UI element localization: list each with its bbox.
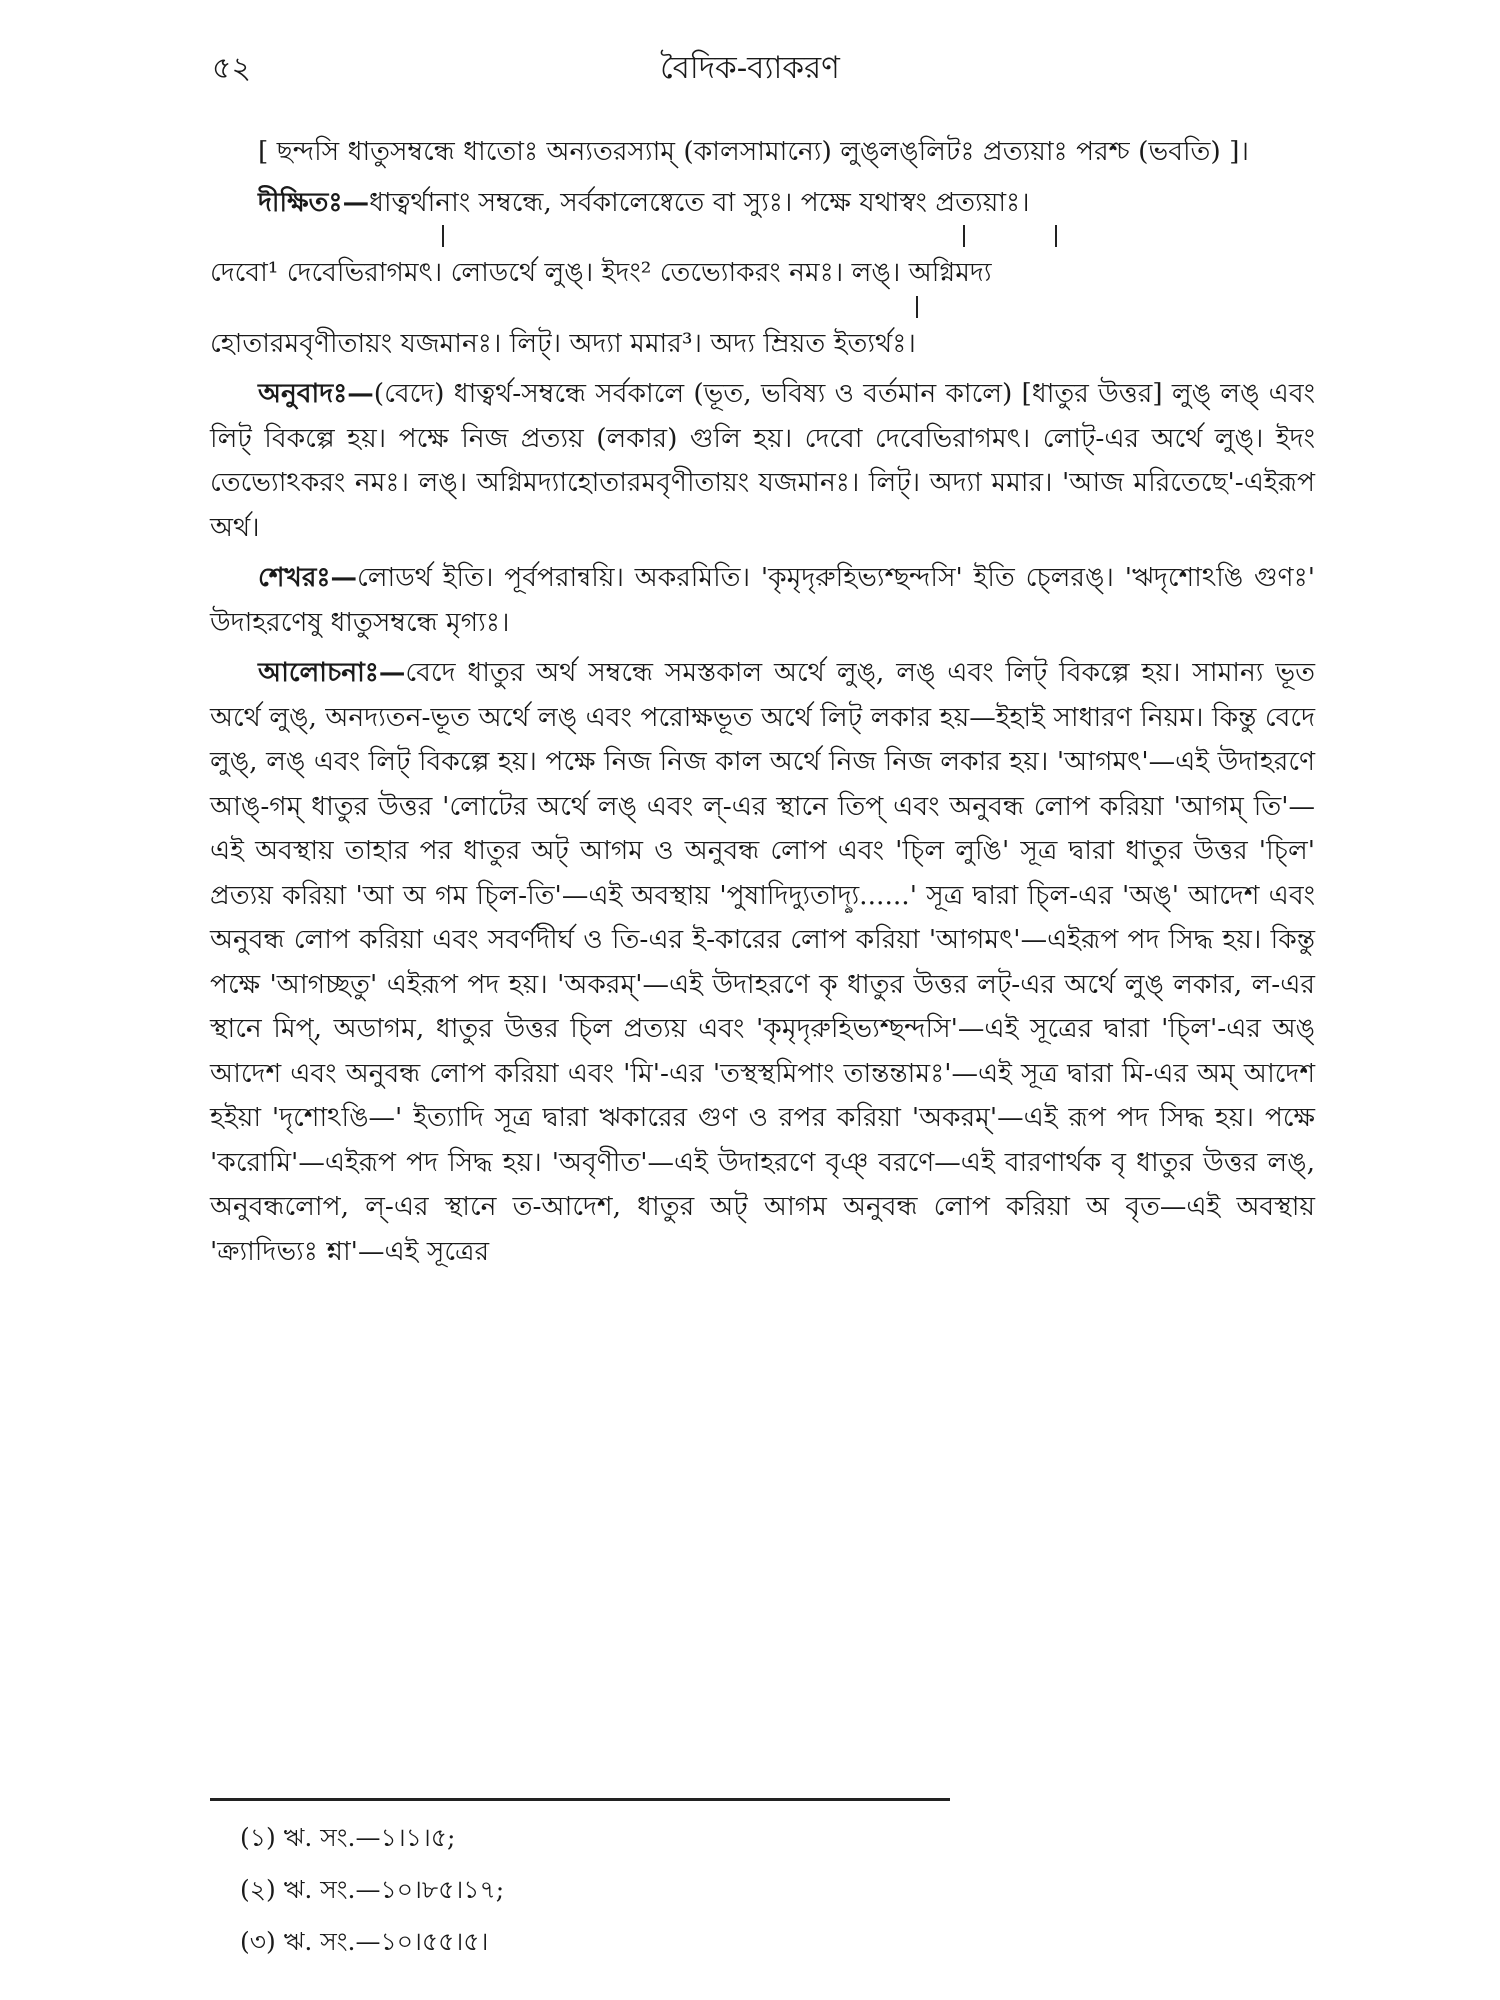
dikshita-section [210,181,1315,367]
alochana-paragraph [210,651,1315,1274]
anuvada-text: (বেদে) ধাত্বর্থ-সম্বন্ধে সর্বকালে (ভূত, ভবিষ্য ও বর্তমান কালে) [ধাতুর উত্তর] লুঙ্ লঙ্ এবং লিট্ বিকল্পে হয়। পক্ষে নিজ প্রত্যয় (লকার) গুলি হয়। দেবো দেবেভিরাগমৎ। লোট্-এর অর্থে লুঙ্। ইদং তেভ্যোঽকরং নমঃ। লঙ্। অগ্নিমদ্যাহোতারমবৃণীতায়ং যজমানঃ। লিট্। অদ্যা মমার। 'আজ মরিতেছে'-এইরূপ অর্থ। [210,378,1315,543]
dikshita-text-1: ধাত্বর্থানাং সম্বন্ধে, সর্বকালেষ্বেতে বা স্যুঃ। পক্ষে যথাস্বং প্রত্যয়াঃ। [369,186,1030,218]
anuvada-paragraph [210,372,1315,550]
anuvada-label: অনুবাদঃ— [258,378,374,409]
alochana-text: বেদে ধাতুর অর্থ সম্বন্ধে সমস্তকাল অর্থে লুঙ্, লঙ্ এবং লিট্ বিকল্পে হয়। সামান্য ভূত অর্থে লুঙ্, অনদ্যতন-ভূত অর্থে লঙ্ এবং পরোক্ষভূত অর্থে লিট্ লকার হয়—ইহাই সাধারণ নিয়ম। কিন্তু বেদে লুঙ্, লঙ্ এবং লিট্ বিকল্পে হয়। পক্ষে নিজ নিজ কাল অর্থে নিজ নিজ লকার হয়। 'আগমৎ'—এই উদাহরণে আঙ্-গম্ ধাতুর উত্তর 'লোটের অর্থে লঙ্ এবং ল্-এর স্থানে তিপ্ এবং অনুবন্ধ লোপ করিয়া 'আগম্ তি'—এই অবস্থায় তাহার পর ধাতুর অট্ আগম ও অনুবন্ধ লোপ এবং 'চ্লি লুঙি' সূত্র দ্বারা ধাতুর উত্তর 'চ্লি' প্রত্যয় করিয়া 'আ অ গম চ্লি-তি'—এই অবস্থায় 'পুষাদিদ্যুতাদ্যৢ......' সূত্র দ্বারা চ্লি-এর 'অঙ্' আদেশ এবং অনুবন্ধ লোপ করিয়া এবং সবর্ণদীর্ঘ ও তি-এর ই-কারের লোপ করিয়া 'আগমৎ'—এইরূপ পদ সিদ্ধ হয়। কিন্তু পক্ষে 'আগচ্ছতু' এইরূপ পদ হয়। 'অকরম্'—এই উদাহরণে কৃ ধাতুর উত্তর লট্-এর অর্থে লুঙ্ লকার, ল-এর স্থানে মিপ্, অডাগম, ধাতুর উত্তর চ্লি প্রত্যয় এবং 'কৃমৃদৃরুহিভ্যশ্ছন্দসি'—এই সূত্রের দ্বারা 'চ্লি'-এর অঙ্ আদেশ এবং অনুবন্ধ লোপ করিয়া এবং 'মি'-এর 'তস্থস্থমিপাং তান্তন্তামঃ'—এই সূত্র দ্বারা মি-এর অম্ আদেশ হইয়া 'দৃশোঽঙি—' ইত্যাদি সূত্র দ্বারা ঋকারের গুণ ও রপর করিয়া 'অকরম্'—এই রূপ পদ সিদ্ধ হয়। পক্ষে 'করোমি'—এইরূপ পদ সিদ্ধ হয়। 'অবৃণীত'—এই উদাহরণে বৃঞ্ বরণে—এই বারণার্থক বৃ ধাতুর উত্তর লঙ্, অনুবন্ধলোপ, ল্-এর স্থানে ত-আদেশ, ধাতুর অট্ আগম অনুবন্ধ লোপ করিয়া অ বৃত—এই অবস্থায় 'ক্র্যাদিভ্যঃ শ্না'—এই সূত্রের [210,657,1315,1267]
dikshita-line-1 [210,181,1315,226]
running-title: বৈদিক-ব্যাকরণ [660,50,840,86]
footnotes [240,1812,504,1968]
shekhara-text: লোডর্থ ইতি। পূর্বপরান্বয়ি। অকরমিতি। 'কৃমৃদৃরুহিভ্যশ্ছন্দসি' ইতি চ্লেরঙ্। 'ঋদৃশোঽঙি গুণঃ' উদাহরণেষু ধাতুসম্বন্ধে মৃগ্যঃ। [210,562,1315,638]
alochana-label: আলোচনাঃ— [258,657,406,688]
svara-mark [1055,225,1057,247]
footnote-2: (২) ঋ. সং.—১০।৮৫।১৭; [240,1875,505,1904]
svara-mark [442,225,444,247]
page-number: ৫২ [212,51,251,86]
main-text [210,130,1315,1278]
footnote-1: (১) ঋ. সং.—১।১।৫; [240,1823,456,1852]
dikshita-label: দীক্ষিতঃ— [258,186,370,218]
footnote-divider [210,1798,950,1801]
dikshita-line-2: দেবো¹ দেবেভিরাগমৎ। লোডর্থে লুঙ্। ইদং² তেভ্যোকরং নমঃ। লঙ্। অগ্নিমদ্য [210,257,992,288]
footnote-3: (৩) ঋ. সং.—১০।৫৫।৫। [240,1927,489,1956]
sutra-paragraph: [ ছন্দসি ধাতুসম্বন্ধে ধাতোঃ অন্যতরস্যাম্ (কালসামান্যে) লুঙ্‌লঙ্‌লিটঃ প্রত্যয়াঃ পরশ্চ (ভবতি) ]। [258,136,1249,167]
svara-mark [963,225,965,247]
shekhara-paragraph [210,556,1315,645]
shekhara-label: শেখরঃ— [258,562,358,593]
dikshita-line-3: হোতারমবৃণীতায়ং যজমানঃ। লিট্। অদ্যা মমার³। অদ্য ম্রিয়ত ইত্যর্থঃ। [210,327,916,359]
svara-mark [916,296,918,318]
svara-marks-row-1 [210,225,1315,251]
page-header [200,44,1300,84]
svara-marks-row-2 [210,296,1315,322]
